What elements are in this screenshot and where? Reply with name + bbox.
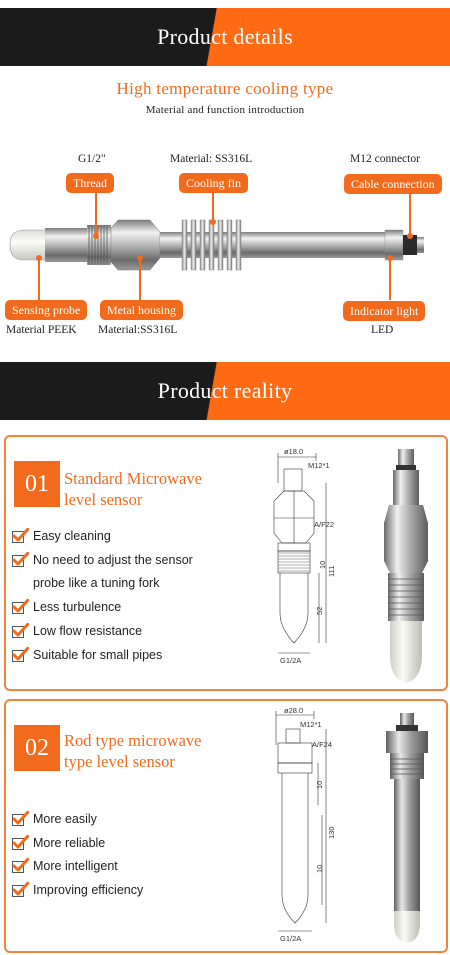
housing-dot	[137, 255, 143, 261]
housing-material-label: Material:SS316L	[98, 324, 178, 336]
dim-across-flats: A/F24	[312, 740, 333, 749]
fin-leader	[212, 192, 214, 222]
indicator-type-label: LED	[371, 324, 394, 336]
check-icon	[12, 528, 29, 543]
product-card-standard	[4, 435, 448, 691]
dim-length-total: 111	[327, 565, 336, 577]
check-icon	[12, 599, 29, 614]
technical-drawing	[264, 443, 356, 681]
feature-item: Suitable for small pipes	[12, 647, 162, 662]
check-icon	[12, 858, 29, 873]
check-icon	[12, 811, 29, 826]
feature-item: More intelligent	[12, 858, 118, 873]
metal-housing-pill: Metal housing	[100, 300, 183, 320]
sensor-photo-rod	[376, 707, 438, 947]
product-number: 01	[14, 461, 60, 507]
product-title-line1: Standard Microwave	[64, 469, 202, 488]
intro-title: High temperature cooling type	[116, 79, 334, 98]
feature-item: No need to adjust the sensor	[12, 552, 193, 567]
feature-item: More easily	[12, 811, 97, 826]
thread-spec-label: G1/2"	[78, 153, 106, 165]
dim-length-probe: 52	[315, 606, 324, 615]
sensing-probe-pill: Sensing probe	[5, 300, 87, 320]
feature-item: Low flow resistance	[12, 623, 142, 638]
banner-title: Product reality	[157, 378, 293, 403]
banner-title: Product details	[157, 24, 293, 49]
probe-material-label: Material PEEK	[6, 324, 77, 336]
thread-leader	[95, 192, 97, 237]
dim-across-flats: A/F22	[314, 520, 335, 529]
dim-diameter: ø18.0	[284, 447, 304, 456]
product-title-line2: type level sensor	[64, 752, 175, 771]
probe-dot	[36, 255, 42, 261]
dim-length-thread: 10	[318, 560, 327, 569]
indicator-dot	[387, 255, 393, 261]
technical-drawing	[264, 705, 356, 945]
dim-connector: M12*1	[308, 461, 330, 470]
product-details-banner	[0, 8, 450, 66]
sensor-photo-standard	[376, 443, 438, 687]
fin-dot	[210, 219, 216, 225]
feature-item: More reliable	[12, 835, 105, 850]
dim-length-thread: 10	[315, 780, 324, 789]
housing-leader	[139, 258, 141, 300]
product-title-line1: Rod type microwave	[64, 731, 202, 750]
check-icon	[12, 882, 29, 897]
cable-connection-pill: Cable connection	[344, 174, 442, 194]
indicator-leader	[389, 258, 391, 300]
product-number: 02	[14, 725, 60, 771]
feature-item: Easy cleaning	[12, 528, 111, 543]
check-icon	[12, 623, 29, 638]
thread-pill: Thread	[66, 173, 114, 193]
check-icon	[12, 647, 29, 662]
check-icon	[12, 835, 29, 850]
cable-dot	[407, 233, 413, 239]
feature-item: Improving efficiency	[12, 882, 143, 897]
product-reality-banner	[0, 362, 450, 420]
indicator-light-pill: Indicator light	[343, 301, 425, 321]
dim-length-total: 130	[327, 826, 336, 839]
dim-thread: G1/2A	[280, 656, 302, 665]
feature-continuation: probe like a tuning fork	[33, 576, 160, 590]
fin-material-label: Material: SS316L	[170, 153, 253, 165]
cable-leader	[409, 193, 411, 237]
dim-length-probe: 10	[315, 864, 324, 873]
dim-thread: G1/2A	[280, 934, 302, 943]
cooling-fin-pill: Cooling fin	[179, 173, 248, 193]
check-icon	[12, 552, 29, 567]
product-card-rod	[4, 699, 448, 953]
sensor-illustration	[0, 190, 450, 295]
dim-diameter: ø28.0	[284, 706, 304, 715]
thread-dot	[93, 233, 99, 239]
intro-description: Material and function introduction	[145, 104, 305, 116]
probe-leader	[38, 258, 40, 300]
product-title-line2: level sensor	[64, 490, 143, 509]
feature-item: Less turbulence	[12, 599, 121, 614]
connector-spec-label: M12 connector	[350, 153, 420, 165]
dim-connector: M12*1	[300, 720, 322, 729]
